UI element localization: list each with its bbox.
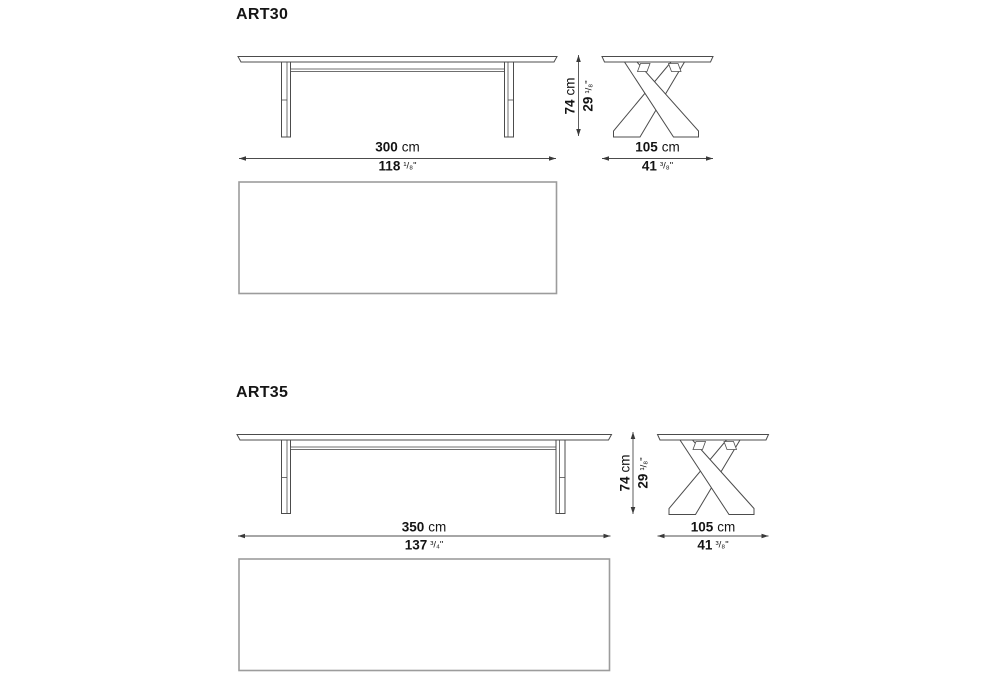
tabletop: [238, 57, 557, 63]
dim-value: 137: [404, 536, 428, 552]
dim-value: 29: [580, 96, 596, 112]
dim-unit: cm: [428, 518, 447, 534]
dim-value: 41: [641, 157, 657, 173]
right-leg: [556, 440, 565, 514]
dim-value: 105: [690, 518, 714, 534]
art35-height-metric-label: [618, 454, 632, 491]
dim-fraction: ¹/₈": [403, 160, 417, 172]
dim-fraction: ³/₄": [430, 539, 444, 551]
art35-height-imperial-label: [636, 457, 650, 488]
art35-width-imperial-label: [405, 538, 444, 552]
dim-unit: cm: [616, 454, 632, 473]
art30-top-view: [239, 182, 557, 294]
tabletop-side: [602, 57, 713, 63]
art35-top-view: [239, 559, 610, 671]
art30-width-imperial-label: [379, 159, 417, 173]
art35-front-elevation: [237, 435, 612, 514]
art30-height-imperial-label: [581, 80, 595, 111]
left-leg: [282, 62, 291, 137]
art30-height-metric-label: [563, 77, 577, 114]
right-leg: [505, 62, 514, 137]
model-title-art35: ART35: [236, 384, 289, 401]
art30-front-elevation: [238, 57, 557, 138]
tabletop-side: [658, 435, 769, 441]
tabletop: [237, 435, 612, 441]
dim-fraction: ¹/₈": [582, 79, 594, 94]
dim-fraction: ³/₈": [659, 160, 674, 172]
art35-depth-metric-label: [691, 520, 736, 534]
dim-value: 118: [378, 157, 401, 173]
dim-unit: cm: [717, 518, 736, 534]
dim-unit: cm: [562, 76, 578, 95]
art35-width-metric-label: [402, 520, 447, 534]
art30-width-metric-label: [375, 140, 420, 154]
art35-depth-imperial-label: [697, 538, 728, 552]
dim-value: 74: [616, 476, 632, 492]
stretcher: [291, 69, 505, 72]
dim-unit: cm: [401, 139, 420, 155]
dim-value: 41: [697, 536, 713, 552]
dim-unit: cm: [661, 139, 680, 155]
dim-value: 29: [634, 473, 650, 489]
art30-depth-imperial-label: [642, 159, 673, 173]
art30-side-elevation: [602, 57, 713, 138]
art30-depth-metric-label: [635, 140, 680, 154]
model-title-art30: ART30: [236, 6, 289, 23]
left-leg: [282, 440, 291, 514]
dim-value: 350: [401, 518, 425, 534]
art35-side-elevation: [658, 435, 769, 515]
dim-fraction: ³/₈": [715, 539, 729, 551]
dim-value: 300: [375, 139, 398, 155]
stretcher: [291, 447, 557, 450]
dim-fraction: ¹/₈": [637, 457, 649, 471]
dim-value: 105: [635, 139, 658, 155]
dim-value: 74: [562, 98, 578, 115]
